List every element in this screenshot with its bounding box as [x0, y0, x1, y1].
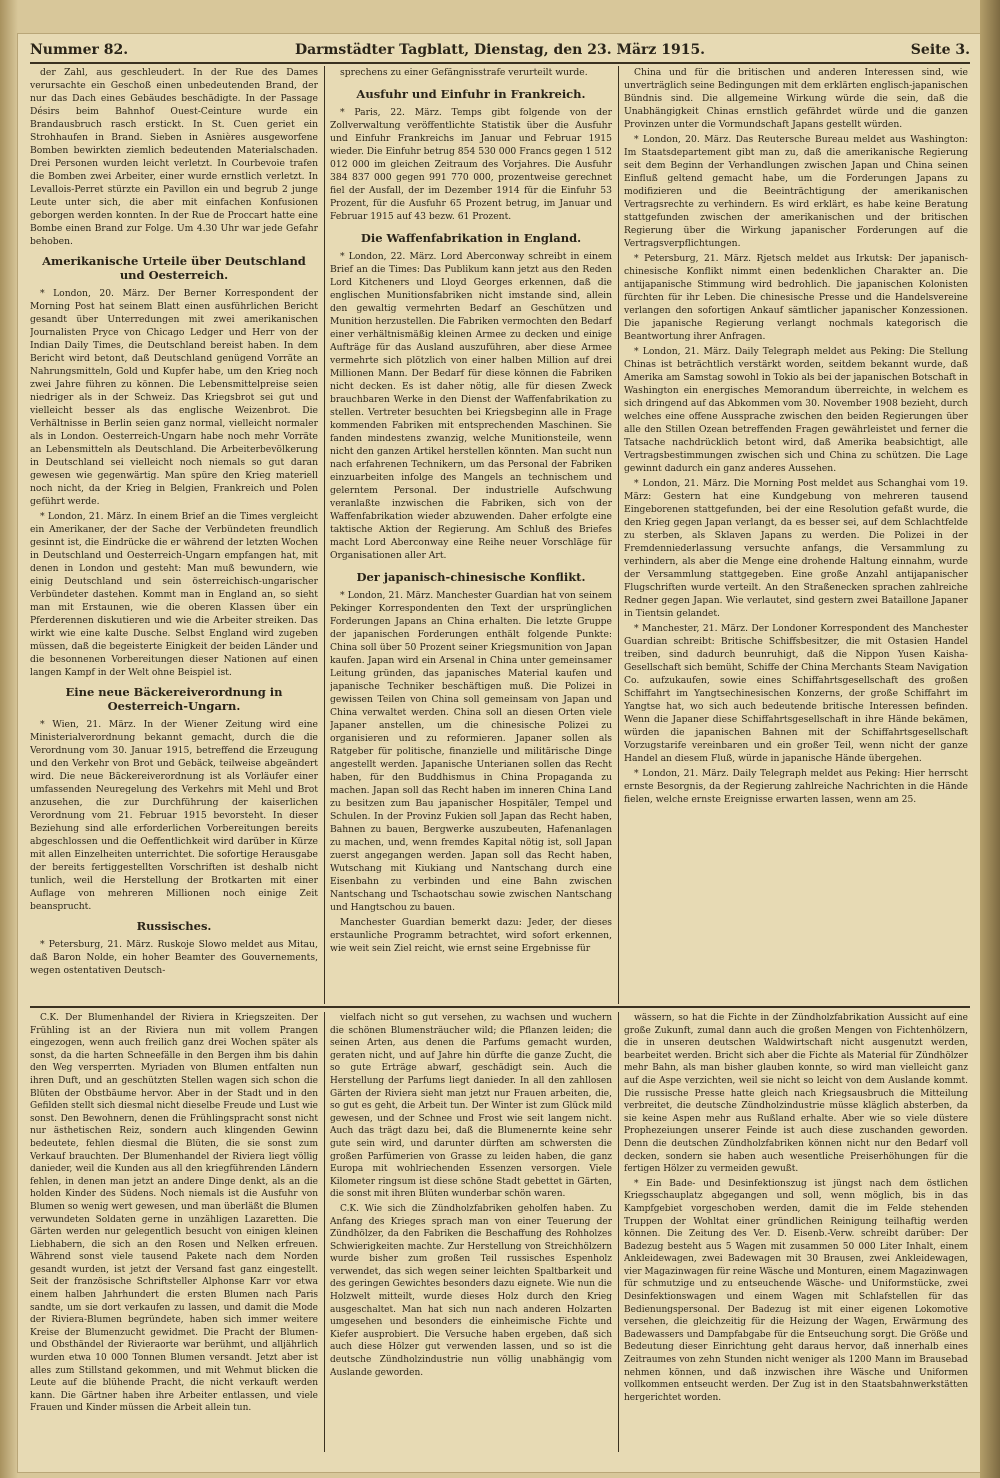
- column-rule-1: [324, 66, 325, 1004]
- column-1: [30, 66, 318, 1004]
- headline-waffenfabrikation: Die Waffenfabrikation in England.: [360, 231, 582, 245]
- feuilleton-article: wässern, so hat die Fichte in der Zündholzfabrikation Aussicht auf eine große Zukunft, zumal dann auch die großen Mengen von Fichtenhölzern, die in unseren deutschen Waldwirtschaft nicht ausgenutzt werden, bearbeitet werden. Bricht sich aber die Fichte als Material für Zündhölzer mehr Bahn, als man bisher glauben konnte, so wird man vielleicht ganz auf die Aspe verzichten, weil sie nicht so leicht von dem Auslande kommt. Die russische Presse hatte gleich nach Kriegsausbruch die Mitteilung verbreitet, die deutsche Zündholzindustrie müsse kläglich absterben, da sie keine Aspen mehr aus Rußland erhalte. Aber wie so viele düstere Prophezeiungen unserer Feinde ist auch diese zuschanden geworden. Denn die deutschen Zündholzfabriken können nicht nur den Bedarf voll decken, sondern sie haben auch wesentliche Preiserhöhungen für die fertigen Hölzer zu vermeiden gewußt.: [624, 1013, 968, 1175]
- page-edge-shadow: [980, 0, 1000, 1478]
- header-rule: [30, 62, 970, 64]
- feuilleton-column-1: [30, 1012, 318, 1452]
- page-number: Seite 3.: [910, 42, 970, 58]
- feuilleton-column-rule-2: [618, 1012, 619, 1452]
- column-rule-2: [618, 66, 619, 1004]
- column-3: [624, 66, 968, 1004]
- feuilleton-article: * Ein Bade- und Desinfektionszug ist jüngst nach dem östlichen Kriegsschauplatz abgegangen und soll, wenn möglich, bis in das Kampfgebiet vorgeschoben werden, damit die im Felde stehenden Truppen der Wohltat einer gründlichen Reinigung teilhaftig werden können. Die Zeitung des Ver. D. Eisenb.-Verw. schreibt darüber: Der Badezug besteht aus 5 Wagen mit zusammen 50 000 Liter Inhalt, einem Ankleidewagen, zwei Badewagen mit 30 Brausen, zwei Ankleidewagen, vier Magazinwagen für reine Wäsche und Monturen, einem Magazinwagen für schmutzige und zu entseuchende Wäsche- und Uniformstücke, zwei Desinfektionswagen und einem Wagen mit Schlafstellen für das Bedienungspersonal. Der Badezug ist mit einer eigenen Lokomotive versehen, die gleichzeitig für die Heizung der Wagen, Erwärmung des Badewassers und Dampfabgabe für die Entseuchung sorgt. Die Größe und Bedeutung dieser Einrichtung geht daraus hervor, daß innerhalb eines Zeitraumes von zehn Stunden nicht weniger als 1200 Mann im Brausebad nehmen können, und daß inzwischen ihre Wäsche und Uniformen vollkommen entseucht werden. Der Zug ist in den Staatsbahnwerkstätten hergerichtet worden.: [624, 1178, 968, 1403]
- newspaper-title: Darmstädter Tagblatt, Dienstag, den 23. März 1915.: [294, 42, 706, 58]
- article-paragraph: * Paris, 22. März. Temps gibt folgende von der Zollverwaltung veröffentlichte Statistik über die Ausfuhr und Einfuhr Frankreichs im Januar und Februar 1915 wieder. Die Einfuhr betrug 854 530 000 Francs gegen 1 512 012 000 im gleichen Zeitraum des Vorjahres. Die Ausfuhr 384 837 000 gegen 991 770 000, prozentweise gerechnet fiel der Ausfall, der im Dezember 1914 für die Einfuhr 53 Prozent, für die Ausfuhr 65 Prozent betrug, im Januar und Februar 1915 auf 43 bezw. 61 Prozent.: [330, 107, 612, 222]
- article-paragraph: * Petersburg, 21. März. Rjetsch meldet aus Irkutsk: Der japanisch-chinesische Konflikt nimmt einen bedenklichen Charakter an. Die antijapanische Stimmung wird bedrohlich. Die japanischen Kolonisten fürchten für ihr Leben. Die chinesische Presse und die Handelsvereine verlangen den sofortigen Ankauf sämtlicher japanischer Konzessionen. Die japanische Regierung verlangt nochmals kategorisch die Beantwortung ihrer Anfragen.: [624, 253, 968, 342]
- headline-ausfuhr-einfuhr: Ausfuhr und Einfuhr in Frankreich.: [356, 87, 586, 101]
- feuilleton-column-3: [624, 1012, 968, 1452]
- headline-russisches: Russisches.: [136, 919, 212, 933]
- feuilleton-article: C.K. Der Blumenhandel der Riviera in Kriegszeiten. Der Frühling ist an der Riviera nun mit vollem Prangen eingezogen, wenn auch freilich ganz drei Wochen später als sonst, da die harten Schneefälle in den Bergen ihm bis dahin den Weg versperrten. Myriaden von Blumen entfalten nun ihren Duft, und an geschützten Stellen wagen sich schon die Blüten der Obstbäume hervor. Aber in der Stadt und in den Gefilden stellt sich diesmal nicht dieselbe Freude und Lust wie sonst. Den Bewohnern, denen die Frühlingspracht sonst nicht nur ästhetischen Reiz, sondern auch klingenden Gewinn bedeutete, fehlen diesmal die Blüten, die sie sonst zum Verkauf brauchten. Der Blumenhandel der Riviera liegt völlig danieder, weil die Kunden aus all den kriegführenden Ländern fehlen, in denen man jetzt an andere Dinge denkt, als an die holden Kinder des Südens. Noch niemals ist die Ausfuhr von Blumen so wenig wert gewesen, und man überläßt die Blumen verwundeten Soldaten gerne in unzähligen Lazaretten. Die Gärten werden nur gelegentlich besucht von einigen kleinen Liebhabern, die sich an den Rosen und Nelken erfreuen. Während sonst viele tausend Pakete nach dem Norden gesandt wurden, ist jetzt der Versand fast ganz eingestellt. Seit der französische Schriftsteller Alphonse Karr vor etwa einem halben Jahrhundert die ersten Blumen nach Paris sandte, um sie dort verkaufen zu lassen, und damit die Mode der Riviera-Blumen begründete, haben sich immer weitere Kreise der Blumenzucht gewidmet. Die Pracht der Blumen- und Obsthändel der Rivieraorte war berühmt, und alljährlich wurden etwa 10 000 Tonnen Blumen versandt. Jetzt aber ist alles zum Stillstand gekommen, und mit Wehmut blicken die Leute auf die blühende Pracht, die nicht verkauft werden kann. Die Gärtner haben ihre Arbeiter entlassen, und viele Frauen und Kinder müssen die Arbeit allein tun.: [30, 1013, 318, 1414]
- article-paragraph: * Wien, 21. März. In der Wiener Zeitung wird eine Ministerialverordnung bekannt gemacht, durch die die Verordnung vom 30. Januar 1915, betreffend die Erzeugung und den Verkehr von Brot und Gebäck, teilweise abgeändert wird. Die neue Bäckereiverordnung ist als Vorläufer einer umfassenden Neuregelung des Verkehrs mit Mehl und Brot anzusehen, die zur Durchführung der kaiserlichen Verordnung vom 21. Februar 1915 bevorsteht. In dieser Beziehung sind alle erforderlichen Vorbereitungen bereits abgeschlossen und die Oeffentlichkeit wird darüber in Kürze mit allen Einzelheiten unterrichtet. Die sofortige Herausgabe der bereits fertiggestellten Vorschriften ist deshalb nicht tunlich, weil die Herstellung der Brotkarten mit einer Auflage von mehreren Millionen noch einige Zeit beansprucht.: [30, 719, 318, 912]
- article-paragraph: * Manchester, 21. März. Der Londoner Korrespondent des Manchester Guardian schreibt: Britische Schiffsbesitzer, die mit Ostasien Handel treiben, sind dadurch beunruhigt, daß die Nippon Yusen Kaisha-Gesellschaft sich bemüht, Schiffe der China Merchants Steam Navigation Co. aufzukaufen, sowie eines Schiffahrtsgesellschaft des großen Schiffahrt im Yangtsechinesischen Konzerns, der große Schiffahrt im Yangtse hat, wo sich auch bedeutende britische Interessen befinden. Wenn die Japaner diese Schiffahrtsgesellschaft in ihre Hände bekämen, würden die japanischen Bahnen mit der Schiffahrtsgesellschaft Vorzugstarife vereinbaren und ein großer Teil, wenn nicht der ganze Handel an diesem Fluß, würde in japanische Hände übergehen.: [624, 623, 968, 764]
- article-paragraph: Manchester Guardian bemerkt dazu: Jeder, der dieses erstaunliche Programm betrachtet, wird sofort erkennen, wie weit sein Ziel reicht, wie ernst seine Ergebnisse für: [330, 917, 612, 954]
- article-paragraph: * London, 21. März. Daily Telegraph meldet aus Peking: Die Stellung Chinas ist beträchtlich verstärkt worden, seitdem bekannt wurde, daß Amerika am Samstag sowohl in Tokio als bei der japanischen Botschaft in Washington ein energisches Memorandum überreichte, in welchem es sich dringend auf das Abkommen vom 30. November 1908 bezieht, durch welches eine offene Aussprache zwischen den beiden Regierungen über alle den Stillen Ozean betreffenden Fragen gewährleistet und ferner die Tatsache nachdrücklich betont wird, daß Amerika beabsichtigt, alle Vertragsbestimmungen zwischen sich und China zu schützen. Die Lage gewinnt dadurch ein ganz anderes Aussehen.: [624, 346, 968, 474]
- headline-baeckereiverordnung: Eine neue Bäckereiverordnung in Oesterreich-Ungarn.: [65, 685, 283, 713]
- article-paragraph: * London, 21. März. In einem Brief an die Times vergleicht ein Amerikaner, der der Sache der Verbündeten freundlich gesinnt ist, die Eindrücke die er während der letzten Wochen in Deutschland und Oesterreich-Ungarn empfangen hat, mit denen in London und gesteht: Man muß bewundern, wie einig Deutschland und sein österreichisch-ungarischer Verbündeter dastehen. Kommt man in England an, so sieht man mit Erstaunen, wie die oberen Klassen über ein Pferderennen diskutieren und wie die Arbeiter streiken. Das wirkt wie eine kalte Dusche. Selbst England wird zugeben müssen, daß die begeisterte Einigkeit der beiden Länder und die besonnenen Vorbereitungen dieser Nationen auf einen langen Kampf in der Welt ohne Beispiel ist.: [30, 511, 318, 678]
- article-paragraph: China und für die britischen und anderen Interessen sind, wie unverträglich seine Bedingungen mit dem erklärten englisch-japanischen Bündnis sind. Die allgemeine Wirkung würde die sein, daß die Unabhängigkeit Chinas ernstlich gefährdet würde und die ganzen Provinzen unter die Vormundschaft Japans gestellt würden.: [624, 67, 968, 130]
- article-paragraph: * London, 21. März. Die Morning Post meldet aus Schanghai vom 19. März: Gestern hat eine Kundgebung von mehreren tausend Eingeborenen stattgefunden, bei der eine Resolution gefaßt wurde, die den Krieg gegen Japan verlangt, da es besser sei, auf dem Schlachtfelde zu sterben, als Sklaven Japans zu werden. Die Polizei in der Fremdenniederlassung versuchte anfangs, die Versammlung zu verhindern, als aber die Menge eine drohende Haltung einnahm, wurde der Versammlung stattgegeben. Eine große Anzahl antijapanischer Flugschriften wurde verteilt. An den Straßenecken sprachen zahlreiche Redner gegen Japan. Wie verlautet, sind gestern zwei Bataillone Japaner in Tientsin gelandet.: [624, 478, 968, 619]
- feuilleton-column-2: [330, 1012, 612, 1452]
- masthead: [30, 40, 970, 62]
- page-fold-shadow: [0, 0, 18, 1478]
- article-paragraph: * London, 20. März. Das Reutersche Bureau meldet aus Washington: Im Staatsdepartement gibt man zu, daß die amerikanische Regierung seit dem Beginn der Verhandlungen zwischen Japan und China seinen Einfluß geltend gemacht habe, um die Forderungen Japans zu modifizieren und die Beeinträchtigung der amerikanischen Vertragsrechte zu verhindern. Es wird erklärt, es habe keine Beratung stattgefunden zwischen der amerikanischen und der britischen Regierung über die Wirkung japanischer Forderungen auf die Vertragsverpflichtungen.: [624, 134, 968, 249]
- article-paragraph: * London, 21. März. Manchester Guardian hat von seinem Pekinger Korrespondenten den Text der ursprünglichen Forderungen Japans an China erhalten. Die letzte Gruppe der japanischen Forderungen enthält folgende Punkte: China soll über 50 Prozent seiner Kriegsmunition von Japan kaufen. Japan wird ein Arsenal in China unter gemeinsamer Leitung gründen, das japanisches Material kaufen und japanische Techniker beschäftigen muß. Die Polizei in gewissen Teilen von China soll gemeinsam von Japan und China verwaltet werden. China soll an diesen Orten viele Japaner anstellen, um die chinesische Polizei zu organisieren und zu reformieren. Japaner sollen als Ratgeber für politische, finanzielle und militärische Dinge angestellt werden. Japanische Unterianen sollen das Recht haben, für den Buddhismus in China Propaganda zu machen. Japan soll das Recht haben im inneren China Land zu besitzen zum Bau japanischer Hospitäler, Tempel und Schulen. In der Provinz Fukien soll Japan das Recht haben, Bahnen zu bauen, Bergwerke auszubeuten, Hafenanlagen zu machen, und, wenn fremdes Kapital nötig ist, soll Japan zuerst angegangen werden. Japan soll das Recht haben, Wutschang mit Kiukiang und Nantschang durch eine Eisenbahn zu verbinden und eine Bahn zwischen Nantschang und Tschaotschau sowie zwischen Nantschang und Hangtschou zu bauen.: [330, 590, 612, 913]
- article-paragraph: * London, 22. März. Lord Aberconway schreibt in einem Brief an die Times: Das Publikum kann jetzt aus den Reden Lord Kitcheners und Lloyd Georges erkennen, daß die englischen Munitionsfabriken nicht imstande sind, allein den gewaltig vermehrten Bedarf an Geschützen und Munition herzustellen. Die Fabriken vermochten den Bedarf einer verhältnismäßig kleinen Armee zu decken und einige Aufträge für das Ausland auszuführen, aber diese Armee vermehrte sich plötzlich von einer halben Million auf drei Millionen Mann. Der Bedarf für diese können die Fabriken nicht decken. Es ist daher nötig, alle für diesen Zweck brauchbaren Werke in den Dienst der Waffenfabrikation zu stellen. Vertreter besuchten bei Kriegsbeginn alle in Frage kommenden Fabriken mit entsprechenden Maschinen. Sie fanden mindestens zwanzig, welche Munitionsteile, wenn nicht den ganzen Artikel herstellen könnten. Man sucht nun nach erfahrenen Technikern, um das Personal der Fabriken einzuarbeiten infolge des Mangels an technischem und gelerntem Personal. Der industrielle Aufschwung veranlaßte inzwischen die Fabriken, sich von der Waffenfabrikation wieder abzuwenden. Daher erfolgte eine taktische Aktion der Regierung. Am Schluß des Briefes macht Lord Aberconway eine Reihe neuer Vorschläge für Organisationen aller Art.: [330, 251, 612, 561]
- article-paragraph: * Petersburg, 21. März. Ruskoje Slowo meldet aus Mitau, daß Baron Nolde, ein hoher Beamter des Gouvernements, wegen ostentativen Deutsch-: [30, 939, 318, 976]
- issue-number: Nummer 82.: [30, 42, 129, 58]
- feuilleton-rule: [30, 1006, 970, 1008]
- article-paragraph: * London, 21. März. Daily Telegraph meldet aus Peking: Hier herrscht ernste Besorgnis, da der Regierung zahlreiche Nachrichten in die Hände fielen, welche ernste Ereignisse erwarten lassen, wenn am 25.: [624, 768, 968, 805]
- headline-amerikanische-urteile: Amerikanische Urteile über Deutschland und Oesterreich.: [42, 254, 306, 282]
- feuilleton-column-rule-1: [324, 1012, 325, 1452]
- article-continuation: der Zahl, aus geschleudert. In der Rue des Dames verursachte ein Geschoß einen unbedeutenden Brand, der nur das Dach eines Gebäudes beschädigte. In der Passage Désirs beim Bahnhof Ouest-Ceinture wurde ein Brandausbruch rasch erstickt. In St. Cuen geriet ein Strohhaufen in Brand. Sieben in Asnières ausgeworfene Bomben bewirkten ziemlich bedeutenden Materialschaden. Drei Personen wurden leicht verletzt. In Courbevoie trafen die Bomben zwei Arbeiter, einer wurde ernstlich verletzt. In Levallois-Perret stürzte ein Pavillon ein und begrub 2 junge Leute unter sich, die aber mit einfachen Konfusionen geborgen werden konnten. In der Rue de Proccart hatte eine Bombe einen Brand zur Folge. Um 4.30 Uhr war jede Gefahr behoben.: [30, 67, 318, 247]
- feuilleton-article: vielfach nicht so gut versehen, zu wachsen und wuchern die schönen Blumensträucher wild; die Pflanzen leiden; die seinen Arten, aus denen die Parfums gemacht wurden, geraten nicht, und auf Jahre hin dürfte die ganze Zucht, die so gute Erträge abwarf, geschädigt sein. Auch die Herstellung der Parfums liegt danieder. In all den zahllosen Gärten der Riviera sieht man jetzt nur Frauen arbeiten, die, so gut es geht, die Arbeit tun. Der Winter ist zum Glück mild gewesen, und der Schnee und Frost wie seit langem nicht. Auch das trägt dazu bei, daß die Blumenernte keine sehr gute sein wird, und darunter dürften am schwersten die großen Parfümerien von Grasse zu leiden haben, die ganz Europa mit wohlriechenden Essenzen versorgen. Viele Kilometer ringsum ist diese schöne Stadt gebettet in Gärten, die sonst mit ihren Blüten wunderbar schön waren.: [330, 1013, 612, 1200]
- article-paragraph: * London, 20. März. Der Berner Korrespondent der Morning Post hat seinem Blatt einen ausführlichen Bericht gesandt über Unterredungen mit zwei amerikanischen Journalisten Pryce von Chicago Ledger und Herr von der Indian Daily Times, die Deutschland bereist haben. In dem Bericht wird betont, daß Deutschland genügend Vorräte an Nahrungsmitteln, Gold und Kupfer habe, um den Krieg noch zwei Jahre führen zu können. Die Lebensmittelpreise seien niedriger als in der Schweiz. Das Kriegsbrot sei gut und vielleicht besser als das englische Weizenbrot. Die Verhältnisse in Berlin seien ganz normal, vielleicht normaler als in London. Oesterreich-Ungarn habe noch mehr Vorräte an Lebensmitteln als Deutschland. Die Arbeiterbevölkerung in Deutschland sei vielleicht noch niemals so gut daran gewesen wie gegenwärtig. Man spüre den Krieg materiell noch nicht, da der Krieg in Belgien, Frankreich und Polen geführt werde.: [30, 288, 318, 507]
- headline-japanisch-chinesisch: Der japanisch-chinesische Konflikt.: [356, 570, 586, 584]
- article-continuation: sprechens zu einer Gefängnisstrafe verurteilt wurde.: [340, 67, 588, 78]
- column-2: [330, 66, 612, 1004]
- feuilleton-article: C.K. Wie sich die Zündholzfabriken geholfen haben. Zu Anfang des Krieges sprach man von einer Teuerung der Zündhölzer, da den Fabriken die Beschaffung des Rohholzes Schwierigkeiten machte. Zur Herstellung von Streichhölzern wurde bisher zum großen Teil russisches Espenholz verwendet, das sich wegen seiner leichten Spaltbarkeit und des geringen Gewichtes besonders dazu eignete. Wie nun die Holzwelt mitteilt, wurde dieses Holz durch den Krieg ausgeschaltet. Man hat sich nun nach anderen Holzarten umgesehen und besonders die einheimische Fichte und Kiefer ausprobiert. Die Versuche haben ergeben, daß sich auch diese Hölzer gut verwenden lassen, und so ist die deutsche Zündholzindustrie nun völlig unabhängig vom Auslande geworden.: [330, 1203, 612, 1378]
